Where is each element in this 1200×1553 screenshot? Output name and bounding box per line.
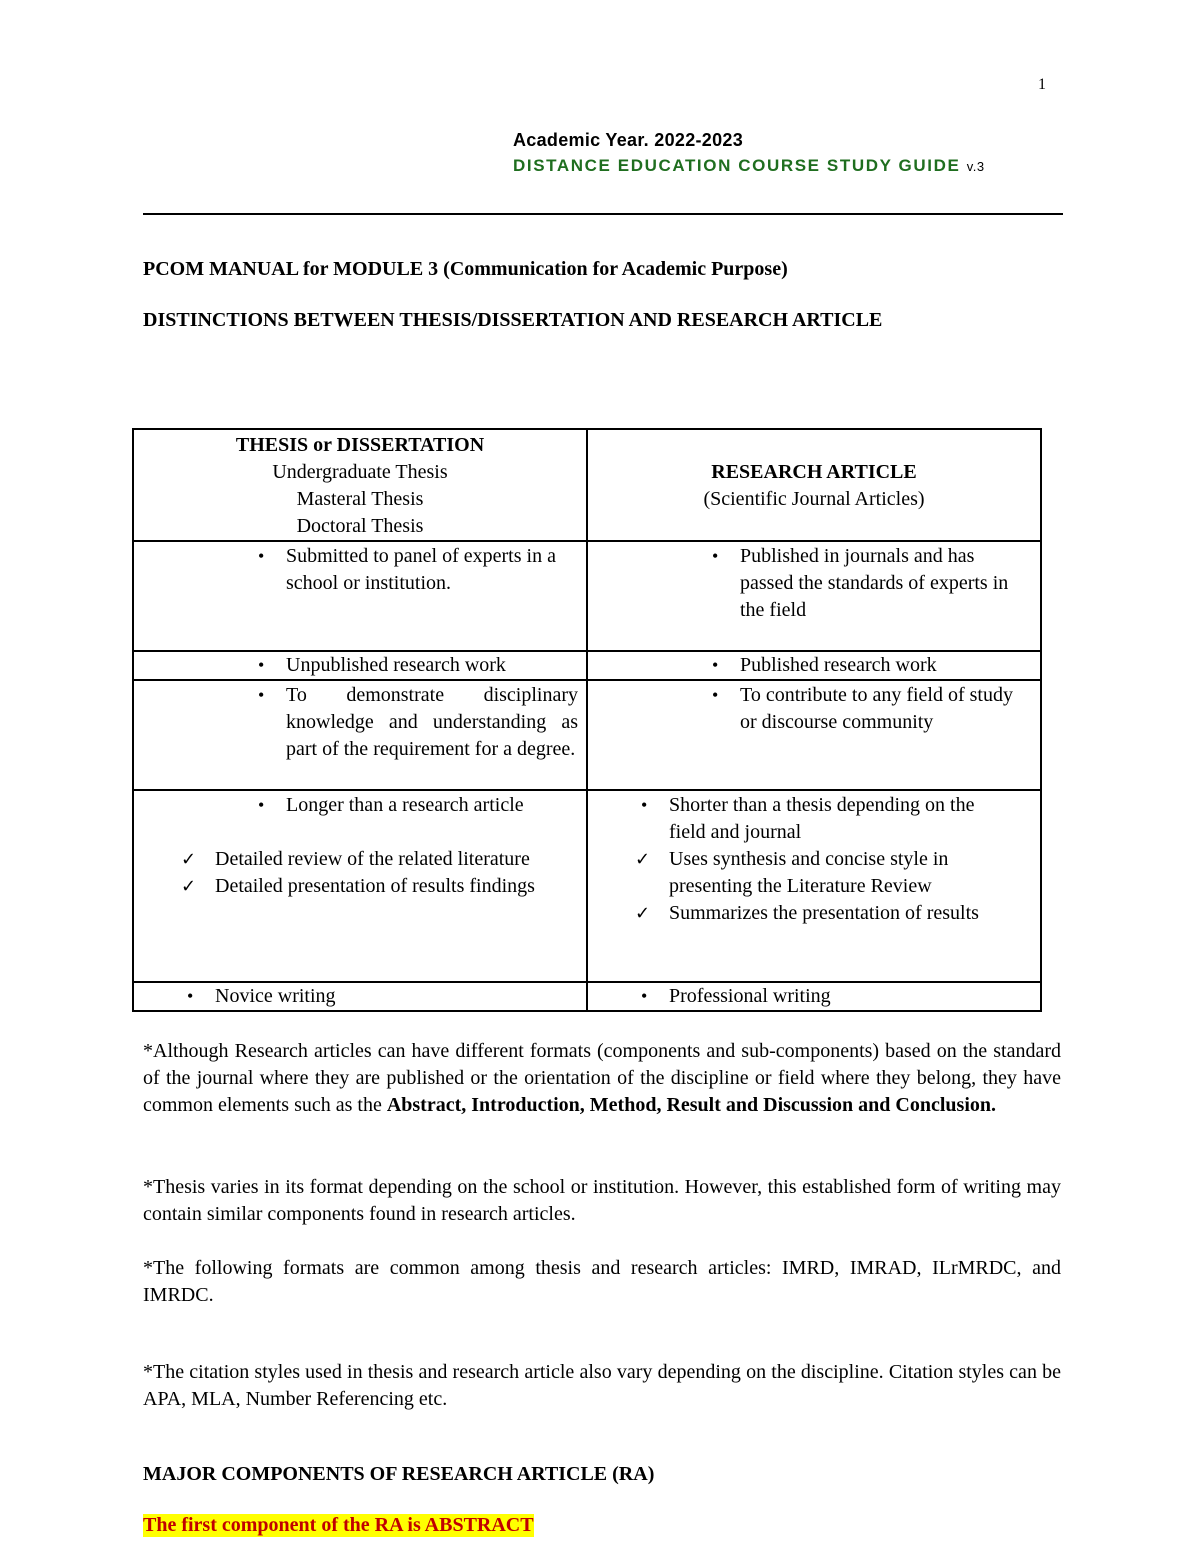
document-header (513, 130, 985, 176)
list-item: • To demonstrate disciplinary knowledge and understanding as part of the requirement for a degree. (286, 682, 578, 763)
table-row (133, 680, 1041, 790)
checklist-item: ✓ Detailed review of the related literature (215, 846, 577, 873)
table-cell (133, 982, 587, 1011)
academic-year: Academic Year. 2022-2023 (513, 130, 744, 150)
list-item: • Published research work (740, 652, 1040, 679)
major-components-heading: MAJOR COMPONENTS OF RESEARCH ARTICLE (RA) (143, 1463, 655, 1485)
checklist-item: ✓ Detailed presentation of results findings (215, 873, 577, 900)
formats-paragraph (143, 1038, 1061, 1119)
table-cell (587, 790, 1041, 982)
checklist-item: ✓ Summarizes the presentation of results (669, 900, 1009, 927)
checklist-item: ✓ Uses synthesis and concise style in presenting the Literature Review (669, 846, 1009, 900)
table-header-row (133, 429, 1041, 541)
table-row (133, 790, 1041, 982)
first-component-highlight: The first component of the RA is ABSTRACT (143, 1514, 534, 1536)
thesis-format-paragraph: *Thesis varies in its format depending on the school or institution. However, this established form of writing may contain similar components found in research articles. (143, 1176, 1061, 1225)
table-cell (587, 651, 1041, 680)
research-article-header-cell (587, 429, 1041, 541)
header-divider (143, 213, 1063, 215)
table-cell (587, 982, 1041, 1011)
table-cell (133, 790, 587, 982)
research-article-subtitle: (Scientific Journal Articles) (703, 488, 925, 510)
thesis-type: Undergraduate Thesis (272, 461, 448, 483)
common-elements: Abstract, Introduction, Method, Result and Discussion and Conclusion. (386, 1094, 997, 1116)
table-row (133, 651, 1041, 680)
list-item: • Unpublished research work (286, 652, 586, 679)
table-cell (133, 541, 587, 651)
thesis-header-cell (133, 429, 587, 541)
thesis-type: Masteral Thesis (296, 488, 424, 510)
study-guide-version: v.3 (966, 159, 985, 174)
table-row (133, 541, 1041, 651)
table-cell (133, 651, 587, 680)
list-item: • Professional writing (669, 983, 969, 1010)
comparison-table (132, 428, 1042, 1012)
table-cell (587, 541, 1041, 651)
list-item: • Longer than a research article (286, 792, 578, 819)
table-row (133, 982, 1041, 1011)
list-item: • Published in journals and has passed the standards of experts in the field (740, 543, 1030, 624)
page-number: 1 (1038, 76, 1046, 93)
common-formats-paragraph: *The following formats are common among thesis and research articles: IMRD, IMRAD, ILrMRDC, and IMRDC. (143, 1257, 1061, 1306)
citation-styles-paragraph: *The citation styles used in thesis and research article also vary depending on the discipline. Citation styles can be APA, MLA, Number Referencing etc. (143, 1361, 1061, 1410)
table-cell (587, 680, 1041, 790)
manual-title: PCOM MANUAL for MODULE 3 (Communication for Academic Purpose) (143, 258, 788, 280)
thesis-header-title: THESIS or DISSERTATION (235, 434, 485, 456)
list-item: • To contribute to any field of study or discourse community (740, 682, 1030, 736)
table-cell (133, 680, 587, 790)
formats-paragraph-text: *Although Research articles can have different formats (components and sub-components) based on the standard of the journal where they are published or the orientation of the discipline or field where they belong, they have common elements such as the (143, 1040, 1061, 1116)
list-item: • Shorter than a thesis depending on the field and journal (669, 792, 1009, 846)
list-item: • Novice writing (215, 983, 515, 1010)
thesis-type: Doctoral Thesis (296, 515, 424, 537)
list-item: • Submitted to panel of experts in a school or institution. (286, 543, 566, 597)
distinctions-title: DISTINCTIONS BETWEEN THESIS/DISSERTATION AND RESEARCH ARTICLE (143, 309, 883, 331)
study-guide-title-text: DISTANCE EDUCATION COURSE STUDY GUIDE (513, 156, 961, 175)
study-guide-title (513, 156, 985, 176)
research-article-header-title: RESEARCH ARTICLE (711, 461, 917, 483)
